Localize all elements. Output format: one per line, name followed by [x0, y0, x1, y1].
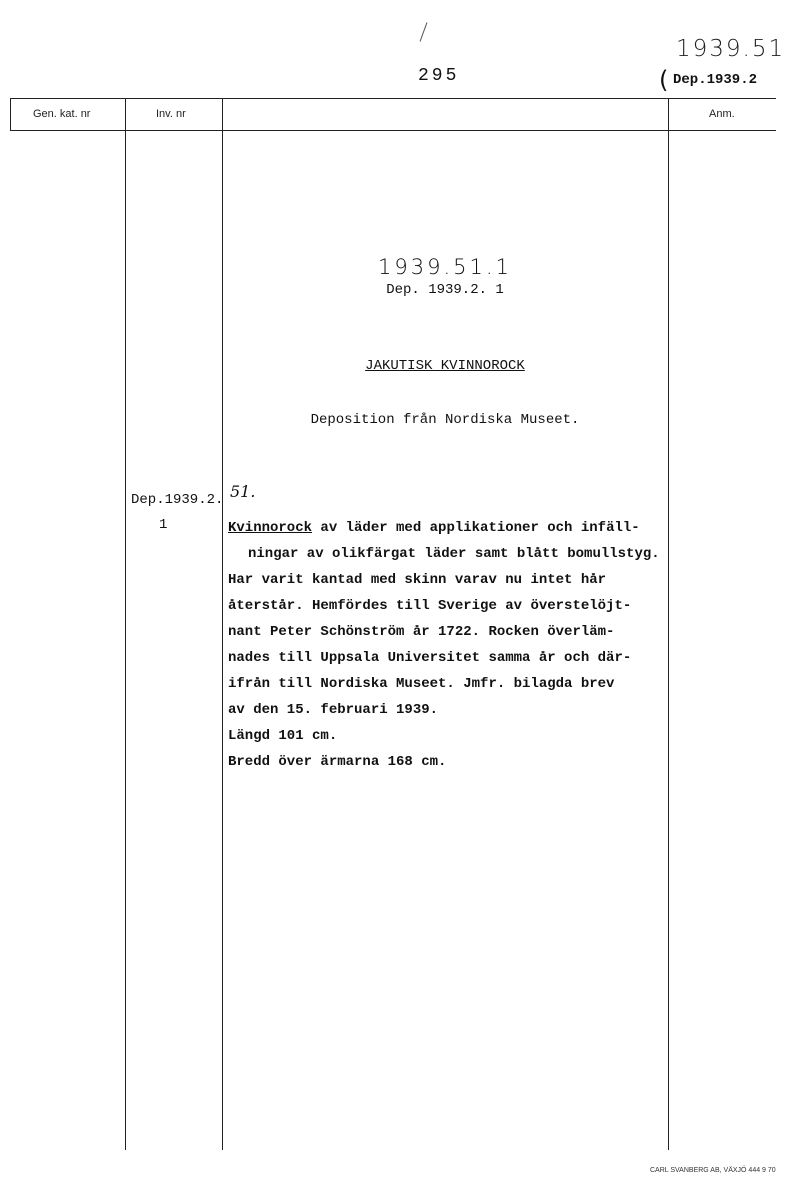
handwritten-item-id: 1939.51.1 [378, 255, 512, 279]
column-header-anm: Anm. [709, 108, 735, 120]
item-number: 1 [159, 517, 168, 533]
column-header-inv-nr: Inv. nr [156, 108, 186, 120]
deposition-note: Deposition från Nordiska Museet. [310, 412, 580, 428]
description-line-1-rest: av läder med applikationer och infäll- [312, 520, 640, 536]
description-keyword: Kvinnorock [228, 520, 313, 536]
left-border [10, 98, 11, 131]
printer-imprint: CARL SVANBERG AB, VÄXJÖ 444 9 70 [650, 1167, 776, 1174]
description-line [228, 515, 668, 541]
description-line: återstår. Hemfördes till Sverige av överstelöjt- [228, 598, 632, 614]
object-description [228, 515, 668, 775]
column-header-gen-kat-nr: Gen. kat. nr [33, 108, 91, 120]
deposit-number-header [659, 66, 758, 94]
inventory-number: Dep.1939.2. [131, 492, 224, 508]
deposit-number-text: Dep.1939.2 [673, 72, 758, 88]
description-line: nades till Uppsala Universitet samma år och där- [228, 650, 632, 666]
description-line: av den 15. februari 1939. [228, 702, 439, 718]
page-number: 295 [418, 66, 460, 86]
width-measurement: Bredd över ärmarna 168 cm. [228, 754, 447, 770]
object-title-text: JAKUTISK KVINNOROCK [365, 358, 525, 374]
column-divider-3 [668, 98, 669, 1150]
length-measurement: Längd 101 cm. [228, 728, 338, 744]
column-divider-1 [125, 98, 126, 1150]
description-line: Har varit kantad med skinn varav nu intet hår [228, 572, 607, 588]
handwritten-catalog-number: 1939.51 [676, 36, 785, 62]
description-line: ifrån till Nordiska Museet. Jmfr. bilagda brev [228, 676, 615, 692]
inventory-handwritten-suffix: 51. [230, 482, 256, 501]
description-line: ningar av olikfärgat läder samt blått bomullstyg. [248, 546, 660, 562]
deposit-item-id: Dep. 1939.2. 1 [386, 282, 504, 298]
pencil-tick-mark [420, 22, 428, 41]
bracket-mark: ( [659, 66, 669, 94]
description-line: nant Peter Schönström år 1722. Rocken överläm- [228, 624, 615, 640]
object-title [222, 358, 668, 374]
